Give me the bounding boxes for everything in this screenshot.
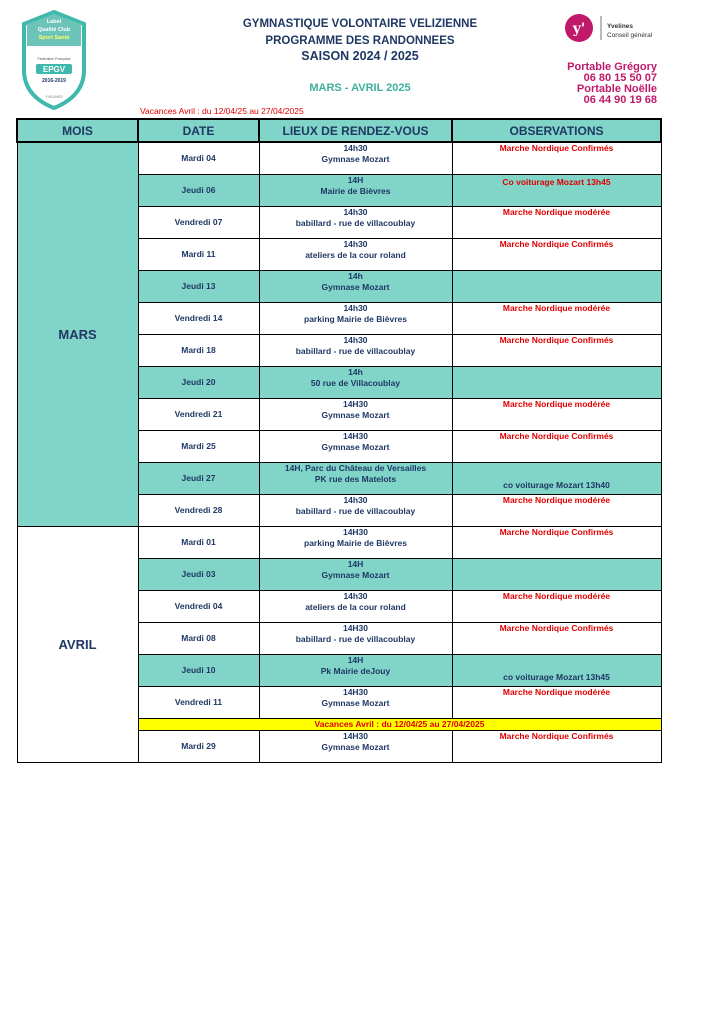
header-mois: MOIS <box>17 119 138 142</box>
contact-gregory-label: Portable Grégory <box>567 61 657 73</box>
hike-schedule-table <box>16 118 662 763</box>
contact-noelle-phone: 06 44 90 19 68 <box>583 94 657 106</box>
row-date: Mardi 29 <box>138 730 259 762</box>
season-title: SAISON 2024 / 2025 <box>301 49 419 63</box>
row-time: 14h30 <box>343 494 368 505</box>
month-mars: MARS <box>17 142 138 526</box>
row-observation: Marche Nordique modérée <box>452 206 661 238</box>
row-location <box>259 142 452 174</box>
club-title: GYMNASTIQUE VOLONTAIRE VELIZIENNE <box>242 18 478 30</box>
row-date: Vendredi 04 <box>138 590 259 622</box>
row-time: 14H <box>347 558 364 569</box>
logo-sport-text: Sport Santé <box>38 35 70 41</box>
month-avril: AVRIL <box>17 526 138 762</box>
row-date: Vendredi 11 <box>138 686 259 718</box>
period-title: MARS - AVRIL 2025 <box>309 82 411 94</box>
row-time: 14h30 <box>343 206 368 217</box>
row-location <box>259 398 452 430</box>
row-place: babillard - rue de villacoublay <box>295 505 416 516</box>
row-location <box>259 302 452 334</box>
row-place: PK rue des Matelots <box>314 473 397 484</box>
header-date: DATE <box>138 119 259 142</box>
header-observations: OBSERVATIONS <box>452 119 661 142</box>
row-observation: co voiturage Mozart 13h45 <box>452 654 661 686</box>
row-location <box>259 206 452 238</box>
row-observation: Marche Nordique Confirmés <box>452 730 661 762</box>
row-place: Pk Mairie deJouy <box>320 665 391 676</box>
row-place: Mairie de Bièvres <box>320 185 391 196</box>
row-date: Vendredi 21 <box>138 398 259 430</box>
row-observation <box>452 270 661 302</box>
header-lieux: LIEUX DE RENDEZ-VOUS <box>259 119 452 142</box>
logo-brand-text: EPGV <box>42 65 66 74</box>
row-date: Vendredi 07 <box>138 206 259 238</box>
row-date: Jeudi 20 <box>138 366 259 398</box>
yvelines-mark: y' <box>572 21 586 37</box>
row-date: Mardi 18 <box>138 334 259 366</box>
row-time: 14h30 <box>343 334 368 345</box>
row-time: 14H30 <box>342 430 369 441</box>
row-location <box>259 654 452 686</box>
row-observation: Marche Nordique Confirmés <box>452 622 661 654</box>
logo-label-text: Label <box>46 19 62 25</box>
row-observation: Marche Nordique Confirmés <box>452 142 661 174</box>
row-location <box>259 730 452 762</box>
row-location <box>259 462 452 494</box>
contact-noelle-label: Portable Noëlle <box>576 83 657 95</box>
row-location <box>259 174 452 206</box>
row-observation: Marche Nordique Confirmés <box>452 238 661 270</box>
logo-region-text: YVELINES <box>45 95 63 99</box>
table-row <box>17 142 661 174</box>
row-time: 14h30 <box>343 238 368 249</box>
row-place: parking Mairie de Bièvres <box>304 313 407 324</box>
row-time: 14H <box>347 174 364 185</box>
row-date: Mardi 04 <box>138 142 259 174</box>
row-place: parking Mairie de Bièvres <box>304 537 407 548</box>
label-qualite-club-logo <box>18 10 90 112</box>
contact-gregory-phone: 06 80 15 50 07 <box>583 72 657 84</box>
row-observation: Marche Nordique modérée <box>452 398 661 430</box>
row-observation: Marche Nordique Confirmés <box>452 526 661 558</box>
row-time: 14h <box>348 366 363 377</box>
row-date: Vendredi 28 <box>138 494 259 526</box>
yvelines-name: Yvelines <box>607 23 634 30</box>
row-observation: Marche Nordique modérée <box>452 494 661 526</box>
row-location <box>259 590 452 622</box>
row-observation: co voiturage Mozart 13h40 <box>452 462 661 494</box>
table-header-row <box>17 119 661 142</box>
row-time: 14h30 <box>343 590 368 601</box>
logo-quality-text: Qualité Club <box>37 27 71 33</box>
row-place: Gymnase Mozart <box>321 154 390 164</box>
row-location <box>259 558 452 590</box>
row-time: 14H30 <box>342 730 369 741</box>
row-location <box>259 494 452 526</box>
row-observation: Marche Nordique modérée <box>452 302 661 334</box>
yvelines-logo <box>563 12 673 46</box>
row-location <box>259 526 452 558</box>
vacation-note: Vacances Avril : du 12/04/25 au 27/04/2025 <box>140 106 304 116</box>
row-date: Jeudi 10 <box>138 654 259 686</box>
conseil-general-text: Conseil général <box>607 32 653 39</box>
row-place: Gymnase Mozart <box>321 441 390 452</box>
row-observation: Marche Nordique Confirmés <box>452 334 661 366</box>
row-location <box>259 686 452 718</box>
row-place: babillard - rue de villacoublay <box>295 345 416 356</box>
row-date: Mardi 08 <box>138 622 259 654</box>
logo-years-text: 2016-2019 <box>42 78 66 84</box>
row-date: Jeudi 13 <box>138 270 259 302</box>
row-place: ateliers de la cour roland <box>305 601 406 612</box>
table-row <box>17 526 661 558</box>
row-location <box>259 238 452 270</box>
row-location <box>259 366 452 398</box>
row-date: Mardi 01 <box>138 526 259 558</box>
row-place: Gymnase Mozart <box>321 741 390 752</box>
row-observation: Marche Nordique modérée <box>452 686 661 718</box>
logo-federation-text: Fédération Française <box>37 57 71 61</box>
row-date: Jeudi 06 <box>138 174 259 206</box>
row-time: 14H30 <box>342 526 369 537</box>
row-date: Mardi 25 <box>138 430 259 462</box>
row-date: Jeudi 03 <box>138 558 259 590</box>
row-observation <box>452 558 661 590</box>
row-observation: Co voiturage Mozart 13h45 <box>452 174 661 206</box>
row-time: 14H30 <box>342 622 369 633</box>
row-location <box>259 334 452 366</box>
row-observation <box>452 366 661 398</box>
row-place: 50 rue de Villacoublay <box>310 377 401 388</box>
row-place: babillard - rue de villacoublay <box>295 217 416 228</box>
row-time: 14H30 <box>342 686 369 697</box>
row-time: 14h30 <box>343 302 368 313</box>
row-place: Gymnase Mozart <box>321 697 390 708</box>
row-location <box>259 622 452 654</box>
row-time: 14h30 <box>343 143 368 153</box>
row-location <box>259 430 452 462</box>
row-time: 14h <box>348 270 363 281</box>
row-time: 14H, Parc du Château de Versailles <box>284 462 427 473</box>
program-title: PROGRAMME DES RANDONNEES <box>265 35 455 47</box>
row-time: 14H30 <box>342 398 369 409</box>
row-observation: Marche Nordique Confirmés <box>452 430 661 462</box>
row-time: 14H <box>347 654 364 665</box>
row-date: Mardi 11 <box>138 238 259 270</box>
row-observation: Marche Nordique modérée <box>452 590 661 622</box>
row-place: Gymnase Mozart <box>321 409 390 420</box>
vacation-row-text: Vacances Avril : du 12/04/25 au 27/04/2025 <box>138 718 661 730</box>
row-date: Vendredi 14 <box>138 302 259 334</box>
row-place: ateliers de la cour roland <box>305 249 406 260</box>
row-date: Jeudi 27 <box>138 462 259 494</box>
row-place: babillard - rue de villacoublay <box>295 633 416 644</box>
row-place: Gymnase Mozart <box>321 569 390 580</box>
row-location <box>259 270 452 302</box>
row-place: Gymnase Mozart <box>321 281 390 292</box>
